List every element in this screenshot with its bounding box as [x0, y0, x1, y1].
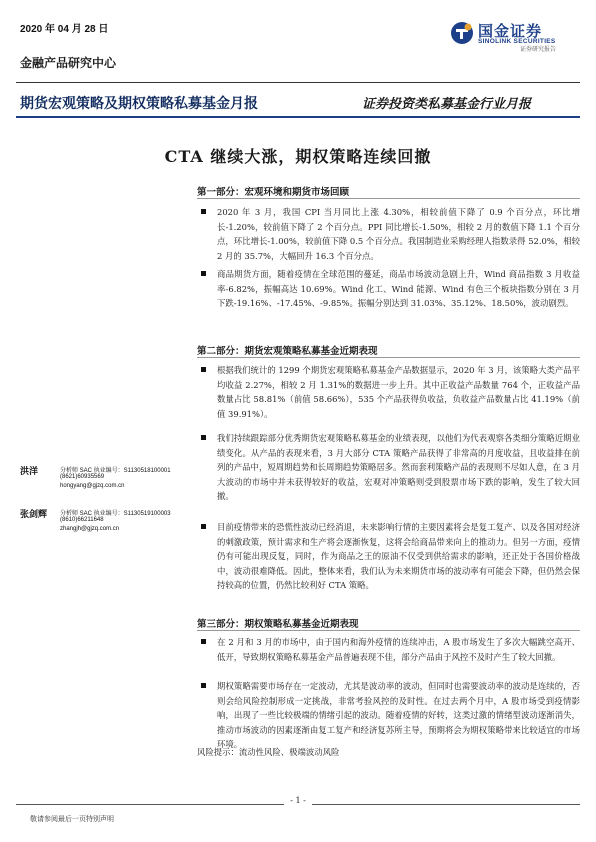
- section-1-title: 第一部分：宏观环境和期货市场回顾: [197, 187, 350, 198]
- section-1-rule: [197, 198, 580, 199]
- risk-warning: 风险提示：流动性风险、极端波动风险: [197, 747, 340, 757]
- analyst-name: 洪洋: [20, 467, 39, 477]
- bullet-text: 我们持续跟踪部分优秀期货宏观策略私募基金的业绩表现，以他们为代表观察各类细分策略近期业绩变化。从产品的表现来看，3 月大部分 CTA 策略产品获得了非常高的月度收益，且收益排在前列的产品中，短周期趋势和长周期趋势策略居多。然而套利策略产品的表现则不尽如人意，在 3 月大波动的市场中并未获得较好的收益，宏观对冲策略则受到股票市场下跌的影响，发生了较大回撤。: [217, 433, 580, 501]
- section-2-bullet: [197, 431, 580, 504]
- report-type: 证券投资类私募基金行业月报: [362, 97, 532, 112]
- section-1-bullet: [197, 205, 580, 263]
- bullet-text: 在 2 月和 3 月的市场中，由于国内和海外疫情的连续冲击，A 股市场发生了多次大幅跳空高开、低开，导致期权策略私募基金产品普遍表现不佳，部分产品由于风控不及时产生了较大回撤。: [217, 637, 580, 662]
- analyst-phone: (8621)60935569: [60, 474, 105, 480]
- analyst-email[interactable]: hongyang@gjzq.com.cn: [60, 483, 125, 489]
- analyst-cert: 分析师 SAC 执业编号：S1130518100001: [60, 468, 171, 474]
- title-divider: [16, 116, 580, 118]
- section-3-bullet: [197, 679, 580, 752]
- section-3-bullet: [197, 635, 580, 664]
- bullet-text: 商品期货方面，随着疫情在全球范围的蔓延，商品市场波动急剧上升，Wind 商品指数 3 月收益率-6.82%，振幅高达 10.69%。Wind 化工、Wind 能源、Wind 有色三个板块指数分别在 3 月下跌-19.16%、-17.45%、-9.85%。振幅分别达到 31.03%、35.12%、18.50%，波动剧烈。: [217, 269, 580, 308]
- bullet-text: 目前疫情带来的恐慌性波动已经消退，未来影响行情的主要因素将会是复工复产、以及各国对经济的刺激政策，预计需求和生产将会逐渐恢复，这将会给商品带来向上的推动力。但另一方面，疫情仍有可能出现反复，同时，作为商品之王的原油不仅受到供给需求的影响，还正处于各国价格战中，波动很难降低。因此，整体来看，我们认为未来期货市场的波动率有可能会下降，但仍然会保持较高的位置，仍然比较利好 CTA 策略。: [217, 522, 580, 590]
- bullet-text: 2020 年 3 月，我国 CPI 当月同比上涨 4.30%，相较前值下降了 0.9 个百分点，环比增长-1.20%，较前值下降了 2 个百分点。PPI 同比增长-1.50%，相较 2 月的数值下降 1.1 个百分点，环比增长-1.00%，较前值下降 0.5 个百分点。我国制造业采购经理人指数录得 52.0%，相较 2 月的 35.7%，大幅回升 16.3 个百分点。: [217, 207, 580, 261]
- disclaimer-note: 敬请参阅最后一页特别声明: [30, 815, 114, 823]
- research-center-name: 金融产品研究中心: [20, 56, 117, 70]
- header-divider: [16, 82, 580, 83]
- analyst-email[interactable]: zhangjh@gjzq.com.cn: [60, 526, 120, 532]
- section-2-rule: [197, 357, 580, 358]
- analyst-card: [20, 507, 190, 557]
- bullet-square-icon: [201, 367, 206, 372]
- section-2-bullet: [197, 520, 580, 593]
- page-number-text: - 1 -: [284, 796, 312, 805]
- bullet-square-icon: [201, 683, 206, 688]
- section-2-title: 第二部分：期货宏观策略私募基金近期表现: [197, 346, 378, 357]
- page-number: [0, 796, 596, 805]
- logo-chinese-name: 国金证券: [478, 23, 543, 40]
- bullet-text: 期权策略需要市场存在一定波动，尤其是波动率的波动，但同时也需要波动率的波动是连续的，否则会给风险控制形成一定挑战，非常考验风控的及时性。在过去两个月中，A 股市场受到疫情影响，出现了一些比较极端的情绪引起的波动。随着疫情的好转，这类过激的情绪型波动逐渐消失，推动市场波动的因素逐渐由复工复产和经济复苏所主导，预期将会为期权策略带来比较适宜的市场环境。: [217, 681, 580, 749]
- headline: CTA 继续大涨，期权策略连续回撤: [164, 147, 432, 166]
- report-title: 期货宏观策略及期权策略私募基金月报: [20, 95, 258, 111]
- bullet-square-icon: [201, 639, 206, 644]
- analyst-phone: (8610)66211648: [60, 517, 104, 523]
- report-category-label: 证券研究报告: [520, 46, 557, 53]
- company-logo: [450, 18, 580, 56]
- section-3-title: 第三部分：期权策略私募基金近期表现: [197, 619, 359, 630]
- bullet-square-icon: [201, 524, 206, 529]
- section-2-bullet: [197, 363, 580, 421]
- report-date: 2020 年 04 月 28 日: [20, 24, 109, 35]
- analyst-name: 张剑辉: [20, 510, 48, 520]
- section-1-bullet: [197, 267, 580, 311]
- bullet-text: 根据我们统计的 1299 个期货宏观策略私募基金产品数据显示，2020 年 3 月，该策略大类产品平均收益 2.27%，相较 2 月 1.31%的数据进一步上升。其中正收益产品数量 764 个，正收益产品数量占比 58.81%（前值 58.66%），535 个产品获得负收益，负收益产品数量占比 41.19%（前值 39.91%）。: [217, 365, 580, 419]
- section-3-rule: [197, 630, 580, 631]
- logo-english-name: SINOLINK SECURITIES: [478, 38, 556, 45]
- logo-mark-icon: [450, 20, 474, 46]
- bullet-square-icon: [201, 209, 206, 214]
- bullet-square-icon: [201, 435, 206, 440]
- analyst-cert: 分析师 SAC 执业编号：S1130519100003: [60, 511, 171, 517]
- bullet-square-icon: [201, 271, 206, 276]
